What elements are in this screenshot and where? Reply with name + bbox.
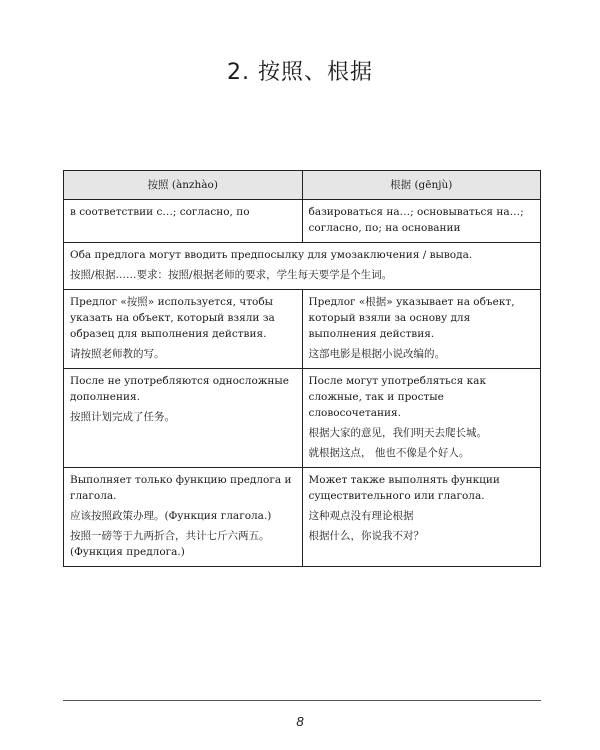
table-row <box>64 243 541 290</box>
table-row <box>64 369 541 468</box>
complements-genju-cell <box>302 369 541 468</box>
function-genju-example-2: 根据什么，你说我不对？ <box>308 530 424 542</box>
usage-anzhao-text: Предлог «按照» используется, чтобы указать на объект, который взяли за образец для выполнения действия. <box>70 296 275 340</box>
complements-anzhao-example: 按照计划完成了任务。 <box>70 411 175 423</box>
complements-anzhao-cell <box>64 369 303 468</box>
page-number: 8 <box>296 714 304 729</box>
column-header-anzhao: 按照 (ànzhào) <box>64 171 303 200</box>
column-header-genju: 根据 (gēnjù) <box>302 171 541 200</box>
page-title: 2. 按照、根据 <box>227 60 373 85</box>
common-usage-cell <box>64 243 541 290</box>
comparison-table <box>63 170 541 567</box>
common-usage-example: 按照/根据……要求：按照/根据老师的要求，学生每天要学是个生词。 <box>70 269 393 281</box>
function-anzhao-text: Выполняет только функцию предлога и глагола. <box>70 474 292 502</box>
table-row <box>64 290 541 369</box>
complements-genju-example-1: 根据大家的意见，我们明天去爬长城。 <box>308 427 487 439</box>
table-row <box>64 200 541 243</box>
usage-genju-text: Предлог «根据» указывает на объект, который взяли за основу для выполнения действия. <box>308 296 515 340</box>
complements-genju-text: После могут употребляться как сложные, так и простые словосочетания. <box>308 375 487 419</box>
footer-divider <box>63 700 541 701</box>
function-genju-cell <box>302 468 541 567</box>
usage-anzhao-cell <box>64 290 303 369</box>
function-genju-text: Может также выполнять функции существительного или глагола. <box>308 474 500 502</box>
usage-genju-cell <box>302 290 541 369</box>
function-genju-example-1: 这种观点没有理论根据 <box>308 510 414 522</box>
complements-anzhao-text: После не употребляются односложные дополнения. <box>70 375 289 403</box>
usage-anzhao-example: 请按照老师教的写。 <box>70 348 165 360</box>
meaning-genju: базироваться на…; основываться на…; согласно, по; на основании <box>302 200 541 243</box>
function-anzhao-cell <box>64 468 303 567</box>
table-header-row <box>64 171 541 200</box>
meaning-anzhao: в соответствии с…; согласно, по <box>64 200 303 243</box>
common-usage-text: Оба предлога могут вводить предпосылку для умозаключения / вывода. <box>70 249 473 261</box>
usage-genju-example: 这部电影是根据小说改编的。 <box>308 348 445 360</box>
table-row <box>64 468 541 567</box>
function-anzhao-example-1: 应该按照政策办理。(Функция глагола.) <box>70 510 272 522</box>
complements-genju-example-2: 就根据这点， 他也不像是个好人。 <box>308 447 470 459</box>
function-anzhao-example-2: 按照一磅等于九两折合，共计七斤六两五。(Функция предлога.) <box>70 530 270 558</box>
